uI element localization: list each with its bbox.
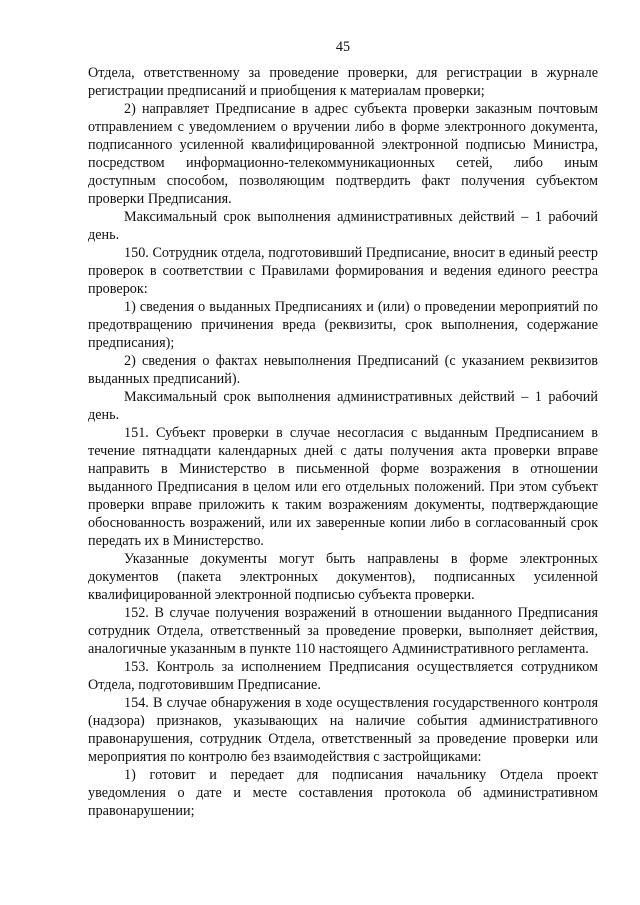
paragraph: 2) сведения о фактах невыполнения Предписаний (с указанием реквизитов выданных предписаний).: [88, 353, 598, 387]
paragraph: 152. В случае получения возражений в отношении выданного Предписания сотрудник Отдела, ответственный за проведение проверки, выполняет действия, аналогичные указанным в пункте 110 настоящего Административного регламента.: [88, 605, 598, 657]
paragraph: 1) сведения о выданных Предписаниях и (или) о проведении мероприятий по предотвращению причинения вреда (реквизиты, срок выполнения, содержание предписания);: [88, 299, 598, 351]
paragraph: 153. Контроль за исполнением Предписания осуществляется сотрудником Отдела, подготовившим Предписание.: [88, 659, 598, 693]
paragraph: Максимальный срок выполнения административных действий – 1 рабочий день.: [88, 209, 598, 243]
paragraph: Указанные документы могут быть направлены в форме электронных документов (пакета электронных документов), подписанных усиленной квалифицированной электронной подписью субъекта проверки.: [88, 551, 598, 603]
paragraph: 151. Субъект проверки в случае несогласия с выданным Предписанием в течение пятнадцати календарных дней с даты получения акта проверки вправе направить в Министерство в письменной форме возражения в отношении выданного Предписания в целом или его отдельных положений. При этом субъект проверки вправе приложить к таким возражениям документы, подтверждающие обоснованность возражений, или их заверенные копии либо в согласованный срок передать их в Министерство.: [88, 425, 598, 549]
document-body: [88, 64, 598, 820]
paragraph: 2) направляет Предписание в адрес субъекта проверки заказным почтовым отправлением с уведомлением о вручении либо в форме электронного документа, подписанного усиленной квалифицированной электронной подписью Министра, посредством информационно-телекоммуникационных сетей, либо иным доступным способом, позволяющим подтвердить факт получения субъектом проверки Предписания.: [88, 101, 598, 207]
paragraph: 154. В случае обнаружения в ходе осуществления государственного контроля (надзора) признаков, указывающих на наличие события административного правонарушения, сотрудник Отдела, ответственный за проведение проверки или мероприятия по контролю без взаимодействия с застройщиками:: [88, 695, 598, 765]
page-number: 45: [335, 39, 351, 55]
paragraph: Максимальный срок выполнения административных действий – 1 рабочий день.: [88, 389, 598, 423]
paragraph: Отдела, ответственному за проведение проверки, для регистрации в журнале регистрации предписаний и приобщения к материалам проверки;: [88, 65, 598, 99]
paragraph: 150. Сотрудник отдела, подготовивший Предписание, вносит в единый реестр проверок в соответствии с Правилами формирования и ведения единого реестра проверок:: [88, 245, 598, 297]
paragraph: 1) готовит и передает для подписания начальнику Отдела проект уведомления о дате и месте составления протокола об административном правонарушении;: [88, 767, 598, 819]
